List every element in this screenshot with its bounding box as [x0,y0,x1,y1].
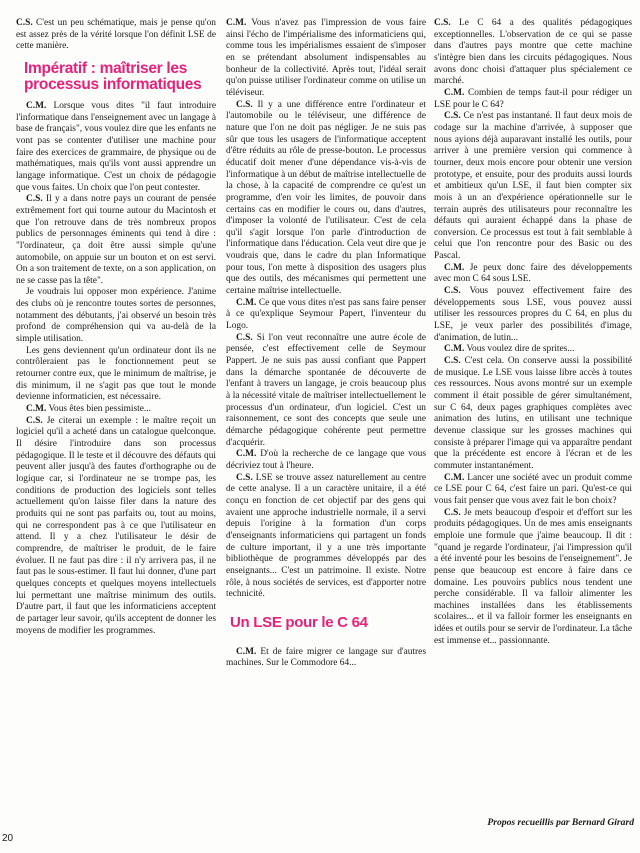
paragraph: C.S. LSE se trouve assez naturellement au centre de cette analyse. Il a un caractère unitaire, il a été conçu en fonction de cet objectif par des gens qui avaient une approche industrielle normale, il a servi depuis l'origine à la formation d'un corps d'enseignants informaticiens qui partagent un fonds de culture important, il y a une très importante bibliothèque de programmes développés par des enseignants... C'est un patrimoine. Il existe. Notre rôle, à nous sociétés de services, est d'apporter notre technicité. [226,472,426,600]
column-1 [16,18,216,637]
paragraph: C.M. Et de faire migrer ce langage sur d'autres machines. Sur le Commodore 64... [226,646,426,669]
section-heading: Impératif : maîtriser les processus informatiques [24,59,202,93]
paragraph: C.M. Lorsque vous dites "il faut introduire l'informatique dans l'enseignement avec un langage à base de français", vous voulez dire que les enfants ne vont pas se contenter d'utiliser une machine pour faire des exercices de grammaire, de physique ou de mathématiques, mais qu'ils vont aussi apprendre un langage informatique. C'est un choix de pédagogie que vous faites. Un choix que l'on peut contester. [16,100,216,193]
column-3 [434,18,632,647]
paragraph: C.S. Si l'on veut reconnaître une autre école de pensée, c'est effectivement celle de Seymour Pappert. Je ne suis pas aussi confiant que Pappert dans la démarche spontanée de découverte de l'enfant à travers un langage, je crois beaucoup plus à la nécessité vitale de maîtriser intellectuellement le processus d'un ordinateur, d'un logiciel. C'est un raisonnement, ce sont des concepts que seule une démarche pédagogique cohérente peut permettre d'acquérir. [226,332,426,448]
speaker-tag: C.S. [16,18,33,28]
section-heading: Un LSE pour le C 64 [230,613,368,631]
speaker-tag: C.S. [444,111,461,122]
speaker-tag: C.M. [26,404,47,415]
speaker-tag: C.M. [26,100,47,111]
speaker-tag: C.M. [226,18,247,28]
byline: Propos recueillis par Bernard Girard [487,817,634,828]
speaker-tag: C.M. [444,344,465,355]
paragraph: C.M. Vous voulez dire de sprites... [444,344,575,355]
paragraph: C.S. Je mets beaucoup d'espoir et d'effort sur les produits pédagogiques. Un de mes amis enseignants emploie une formule que j'aime beaucoup. Il dit : "quand je regarde l'ordinateur, j'ai l'impression qu'il a été inventé pour les besoins de l'enseignement". Je pense que beaucoup est encore à faire dans ce domaine. Les pouvoirs publics nous tendent une perche considérable. Il va falloir alimenter les machines installées dans les établissements scolaires... et il va falloir former les enseignants en idées et outils pour se servir de l'ordinateur. La tâche est immense et... passionnante. [434,507,632,646]
paragraph: Je voudrais lui opposer mon expérience. J'anime des clubs où je rencontre toutes sortes de personnes, notamment des débutants, j'ai observé un besoin très profond de compréhension qui va au-delà de la simple utilisation. [16,287,216,345]
speaker-tag: C.S. [236,472,253,483]
speaker-tag: C.S. [444,356,461,367]
page-number: 20 [2,833,14,844]
speaker-tag: C.S. [236,332,253,343]
speaker-tag: C.S. [444,286,461,297]
paragraph: C.S. Je citerai un exemple : le maître reçoit un logiciel qu'il a acheté dans un catalogue quelconque. Il désire l'introduire dans son processus pédagogique. Il le teste et il découvre des défauts qui peuvent aller jusqu'à des fautes d'orthographe ou de logique car, si l'ordinateur ne se trompe pas, les conditions de production des logiciels sont telles actuellement qu'on laisse filer dans la nature des produits qui ne sont pas parfaits ou, tout au moins, qui ne correspondent pas à ce que l'utilisateur en attend. Il y a chez l'utilisateur le désir de comprendre, de maîtriser le produit, de le faire évoluer. Il ne faut pas dire : il n'y arrivera pas, il ne faut pas le sous-estimer. Il faut lui donner, d'une part quelques concepts et quelques moyens intellectuels lui permettant une maîtrise minimum des outils. D'autre part, il faut que les informaticiens acceptent de partager leur savoir, qu'ils acceptent de donner les moyens de modifier les programmes. [16,415,216,636]
paragraph: C.M. Combien de temps faut-il pour rédiger un LSE pour le C 64? [434,87,632,110]
speaker-tag: C.M. [444,262,465,273]
column-2 [226,18,426,670]
speaker-tag: C.M. [236,449,257,460]
speaker-tag: C.M. [236,646,257,657]
speaker-tag: C.M. [444,87,465,98]
paragraph: C.S. C'est cela. On conserve aussi la possibilité de musique. Le LSE vous laisse libre accès à toutes ces ressources. Nous avons montré sur un exemple comment il était possible de gérer simultanément, sur C 64, deux pages graphiques complètes avec animation des lutins, en utilisant une technique devenue classique sur les grosses machines qui consiste à préparer l'image qui va apparaître pendant que la précédente est encore à l'écran et de les commuter instantanément. [434,356,632,471]
speaker-tag: C.M. [236,297,257,308]
paragraph: C.M. Vous n'avez pas l'impression de vous faire ainsi l'écho de l'impérialisme des informaticiens qui, comme tous les impérialismes essaient de s'imposer en se prétendant absolument indispensables au bonheur de la collectivité. Après tout, l'idéal serait qu'on puisse utiliser l'ordinateur comme on utilise un téléviseur. [226,18,426,98]
speaker-tag: C.M. [444,472,465,483]
speaker-tag: C.S. [444,507,461,518]
paragraph: C.S. Vous pouvez effectivement faire des développements sous LSE, vous pouvez aussi utiliser les ressources propres du C 64, en plus du LSE, je veux parler des possibilités d'image, d'animation, de lutin... [434,286,632,343]
speaker-tag: C.S. [26,415,43,426]
paragraph: C.M. D'où la recherche de ce langage que vous décriviez tout à l'heure. [226,449,426,471]
speaker-tag: C.S. [26,194,43,205]
paragraph: C.S. Il y a une différence entre l'ordinateur et l'automobile ou le téléviseur, une différence de nature que l'on ne doit pas négliger. Je ne suis pas sûr que tous les usagers de l'informatique acceptent d'être réduits au rôle de presse-bouton. Le processus éducatif doit mener d'une dépendance vis-à-vis de l'informatique à un début de maîtrise intellectuelle de la chose, à la capacité de comprendre ce qu'est un programme, d'en voir les limites, de pouvoir dans certains cas en modifier le cours ou, dans d'autres, d'imposer la volonté de l'utilisateur. C'est de cela qu'il s'agit lorsque l'on parle d'introduction de l'informatique dans l'éducation. Cela veut dire que je voudrais que, dans le cadre du plan Informatique pour tous, l'on mette à disposition des usagers plus que des outils, des mécanismes qui permettent une certaine maîtrise intellectuelle. [226,99,426,297]
paragraph: C.M. Lancer une société avec un produit comme ce LSE pour C 64, c'est faire un pari. Qu'est-ce qui vous fait penser que vous avez fait le bon choix? [434,472,632,506]
paragraph: C.M. Vous êtes bien pessimiste... [26,404,151,415]
paragraph: C.S. Il y a dans notre pays un courant de pensée extrêmement fort qui tourne autour du Macintosh et que l'on retrouve dans de très nombreux propos publics de personnages éminents qui tend à dire : "l'ordinateur, ça doit être aussi simple qu'une automobile, on appuie sur un bouton et on est servi. On a son traitement de texte, on a son application, on ne se casse pas la tête". [16,194,216,286]
paragraph: C.S. Ce n'est pas instantané. Il faut deux mois de codage sur la machine d'arrivée, à supposer que nous ayions déjà auparavant installé les outils, pour arriver à une première version qui commence à tourner, deux mois encore pour obtenir une version prototype, et ensuite, pour des produits aussi lourds et ambitieux qu'un LSE, il faut bien compter six mois à un an d'expérience opérationnelle sur le terrain auprès des utilisateurs pour reconnaître les défauts qui auraient échappé dans la phase de conversion. Ce processus est tout à fait semblable à celui que l'on rencontre pour des Basic ou des Pascal. [434,111,632,262]
paragraph: C.S. C'est un peu schématique, mais je pense qu'on est assez près de la vérité lorsque l'on définit LSE de cette manière. [16,18,216,52]
speaker-tag: C.S. [236,99,253,110]
paragraph: Les gens deviennent qu'un ordinateur dont ils ne contrôleraient pas le fonctionnement peut se retourner contre eux, que le minimum de maîtrise, je dis minimum, il ne s'agit pas que tout le monde devienne informaticien, est nécessaire. [16,345,216,403]
paragraph: C.M. Je peux donc faire des développements avec mon C 64 sous LSE. [434,262,632,285]
paragraph: C.M. Ce que vous dites n'est pas sans faire penser à ce qu'explique Seymour Papert, l'inventeur du Logo. [226,297,426,332]
paragraph: C.S. Le C 64 a des qualités pédagogiques exceptionnelles. L'observation de ce qui se passe dans d'autres pays montre que cette machine s'intègre bien dans les circuits pédagogiques. Nous avons donc choisi d'attaquer plus spécialement ce marché. [434,18,632,87]
speaker-tag: C.S. [434,18,451,28]
